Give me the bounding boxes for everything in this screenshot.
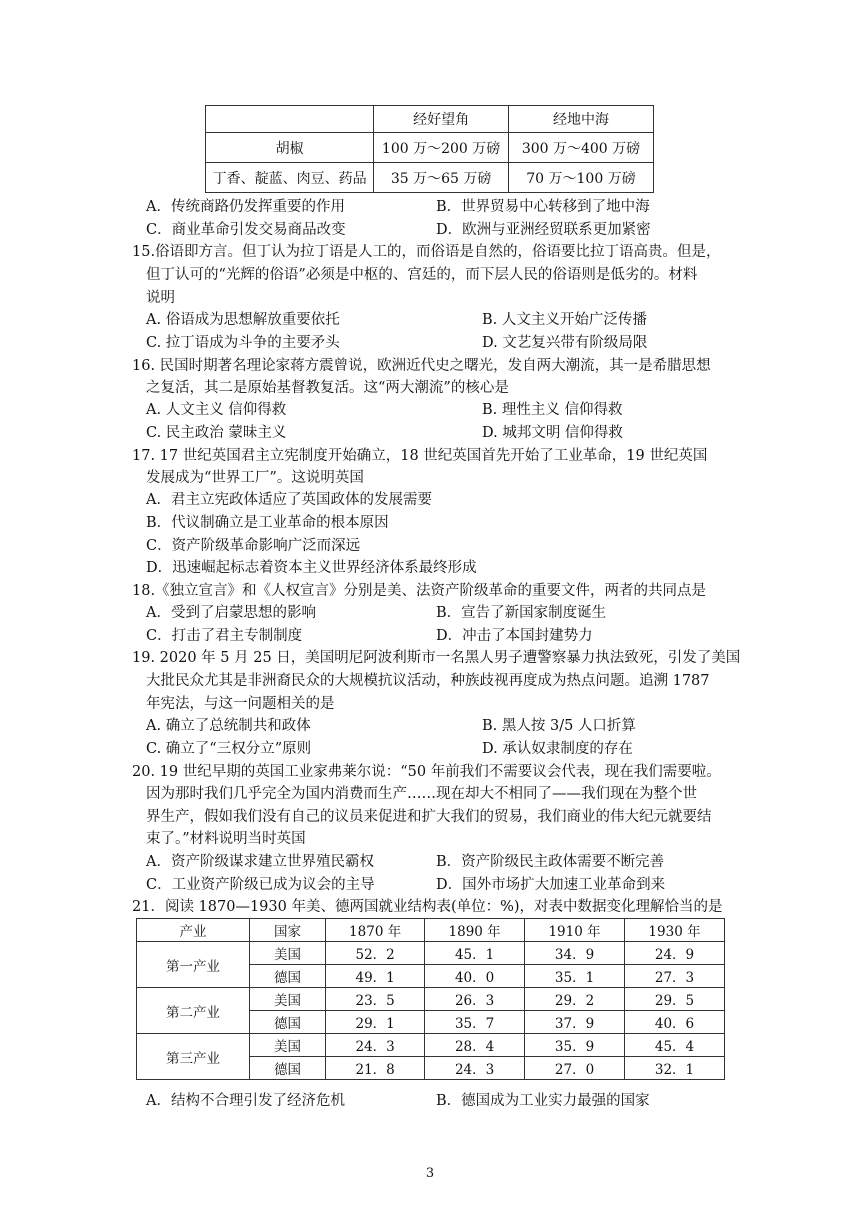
table-header-row <box>206 106 654 133</box>
table-cell: 35．7 <box>425 1011 525 1034</box>
table-cell: 德国 <box>249 1011 325 1034</box>
question-stem: 界生产，假如我们没有自己的议员来促进和扩大我们的贸易，我们商业的伟大纪元就要结 <box>146 809 712 825</box>
question-stem: 说明 <box>146 290 175 306</box>
table-row <box>137 942 725 965</box>
table-header-cell: 产业 <box>137 919 250 942</box>
option-b: B. 理性主义 信仰得救 <box>482 402 623 418</box>
table-cell: 德国 <box>249 1057 325 1080</box>
employment-structure-table <box>136 918 725 1080</box>
table-cell: 49．1 <box>326 965 425 988</box>
table-row <box>137 1034 725 1057</box>
option-a: A．传统商路仍发挥重要的作用 <box>146 199 345 215</box>
option-c: C. 确立了“三权分立”原则 <box>146 741 312 757</box>
option-a: A．君主立宪政体适应了英国政体的发展需要 <box>146 492 432 508</box>
table-cell: 27．3 <box>625 965 725 988</box>
option-d: D．迅速崛起标志着资本主义世界经济体系最终形成 <box>146 560 477 576</box>
option-d: D. 文艺复兴带有阶级局限 <box>482 335 648 351</box>
option-d: D．国外市场扩大加速工业革命到来 <box>436 877 666 893</box>
option-c: C. 拉丁语成为斗争的主要矛头 <box>146 335 340 351</box>
question-stem: 15.俗语即方言。但丁认为拉丁语是人工的，而俗语是自然的，俗语要比拉丁语高贵。但是， <box>132 244 721 260</box>
spice-trade-table <box>205 105 654 193</box>
option-a: A. 俗语成为思想解放重要依托 <box>146 312 340 328</box>
question-stem: 束了。”材料说明当时英国 <box>146 831 306 847</box>
table-header-cell: 经地中海 <box>508 106 653 133</box>
question-stem: 但丁认可的“光辉的俗语”必须是中枢的、宫廷的，而下层人民的俗语则是低劣的。材料 <box>146 267 698 283</box>
option-c: C．商业革命引发交易商品改变 <box>146 222 346 238</box>
question-stem: 因为那时我们几乎完全为国内消费而生产……现在却大不相同了——我们现在为整个世 <box>146 786 697 802</box>
table-header-cell: 国家 <box>249 919 325 942</box>
table-cell <box>206 106 374 133</box>
option-d: D．冲击了本国封建势力 <box>436 628 593 644</box>
question-stem: 20. 19 世纪早期的英国工业家弗莱尔说：“50 年前我们不需要议会代表，现在我们需要啦。 <box>132 764 721 780</box>
table-row <box>206 163 654 193</box>
table-cell: 34．9 <box>525 942 625 965</box>
option-c: C．打击了君主专制制度 <box>146 628 303 644</box>
table-header-cell: 1930 年 <box>625 919 725 942</box>
option-d: D. 城邦文明 信仰得救 <box>482 425 623 441</box>
table-cell: 300 万～400 万磅 <box>508 133 653 163</box>
table-cell: 胡椒 <box>206 133 374 163</box>
option-b: B．代议制确立是工业革命的根本原因 <box>146 515 389 531</box>
table-cell: 37．9 <box>525 1011 625 1034</box>
option-b: B．世界贸易中心转移到了地中海 <box>436 199 650 215</box>
option-a: A. 确立了总统制共和政体 <box>146 718 311 734</box>
table-cell: 29．1 <box>326 1011 425 1034</box>
question-stem: 21．阅读 1870—1930 年美、德两国就业结构表(单位：%)，对表中数据变化理解恰当的是 <box>132 899 723 915</box>
table-cell: 32．1 <box>625 1057 725 1080</box>
table-header-cell: 1890 年 <box>425 919 525 942</box>
option-c: C．工业资产阶级已成为议会的主导 <box>146 877 375 893</box>
option-a: A．受到了启蒙思想的影响 <box>146 605 316 621</box>
table-cell: 德国 <box>249 965 325 988</box>
table-cell: 35 万～65 万磅 <box>374 163 509 193</box>
table-header-cell: 经好望角 <box>374 106 509 133</box>
industry-cell: 第三产业 <box>137 1034 250 1080</box>
option-c: C．资产阶级革命影响广泛而深远 <box>146 538 361 554</box>
option-b: B．资产阶级民主政体需要不断完善 <box>436 854 665 870</box>
question-stem: 17. 17 世纪英国君主立宪制度开始确立，18 世纪英国首先开始了工业革命，19 世纪英国 <box>132 448 708 464</box>
option-a: A. 人文主义 信仰得救 <box>146 402 287 418</box>
table-cell: 丁香、靛蓝、肉豆、药品 <box>206 163 374 193</box>
table-cell: 24．9 <box>625 942 725 965</box>
question-stem: 大批民众尤其是非洲裔民众的大规模抗议活动，种族歧视再度成为热点问题。追溯 1787 <box>146 673 710 689</box>
table-cell: 23．5 <box>326 988 425 1011</box>
table-cell: 美国 <box>249 988 325 1011</box>
industry-cell: 第二产业 <box>137 988 250 1034</box>
option-a: A．资产阶级谋求建立世界殖民霸权 <box>146 854 374 870</box>
option-b: B．德国成为工业实力最强的国家 <box>436 1093 650 1109</box>
table-cell: 美国 <box>249 1034 325 1057</box>
table-cell: 24．3 <box>326 1034 425 1057</box>
option-d: D. 承认奴隶制度的存在 <box>482 741 633 757</box>
table-cell: 52．2 <box>326 942 425 965</box>
table-header-row <box>137 919 725 942</box>
table-cell: 35．9 <box>525 1034 625 1057</box>
table-cell: 27．0 <box>525 1057 625 1080</box>
table-cell: 40．6 <box>625 1011 725 1034</box>
question-stem: 16. 民国时期著名理论家蒋方震曾说，欧洲近代史之曙光，发自两大潮流，其一是希腊思想 <box>132 358 711 374</box>
page-number: 3 <box>425 1166 435 1181</box>
table-cell: 26．3 <box>425 988 525 1011</box>
question-stem: 发展成为“世界工厂”。这说明英国 <box>146 470 364 486</box>
table-cell: 24．3 <box>425 1057 525 1080</box>
option-b: B. 黑人按 3/5 人口折算 <box>482 718 636 734</box>
table-cell: 100 万～200 万磅 <box>374 133 509 163</box>
question-stem: 18.《独立宣言》和《人权宣言》分别是美、法资产阶级革命的重要文件，两者的共同点是 <box>132 583 707 599</box>
option-d: D．欧洲与亚洲经贸联系更加紧密 <box>436 222 651 238</box>
option-b: B. 人文主义开始广泛传播 <box>482 312 647 328</box>
table-cell: 21．8 <box>326 1057 425 1080</box>
option-a: A．结构不合理引发了经济危机 <box>146 1093 345 1109</box>
table-header-cell: 1910 年 <box>525 919 625 942</box>
table-row <box>137 988 725 1011</box>
table-cell: 美国 <box>249 942 325 965</box>
question-stem: 之复活，其二是原始基督教复活。这“两大潮流”的核心是 <box>146 380 509 396</box>
option-c: C. 民主政治 蒙昧主义 <box>146 425 287 441</box>
table-row <box>206 133 654 163</box>
table-cell: 28．4 <box>425 1034 525 1057</box>
table-header-cell: 1870 年 <box>326 919 425 942</box>
table-cell: 29．2 <box>525 988 625 1011</box>
option-b: B．宣告了新国家制度诞生 <box>436 605 607 621</box>
industry-cell: 第一产业 <box>137 942 250 988</box>
table-cell: 45．1 <box>425 942 525 965</box>
table-cell: 35．1 <box>525 965 625 988</box>
question-stem: 19. 2020 年 5 月 25 日，美国明尼阿波利斯市一名黑人男子遭警察暴力执法致死，引发了美国 <box>132 650 741 666</box>
table-cell: 45．4 <box>625 1034 725 1057</box>
table-cell: 40．0 <box>425 965 525 988</box>
question-stem: 年宪法，与这一问题相关的是 <box>146 696 335 712</box>
table-cell: 29．5 <box>625 988 725 1011</box>
table-cell: 70 万～100 万磅 <box>508 163 653 193</box>
